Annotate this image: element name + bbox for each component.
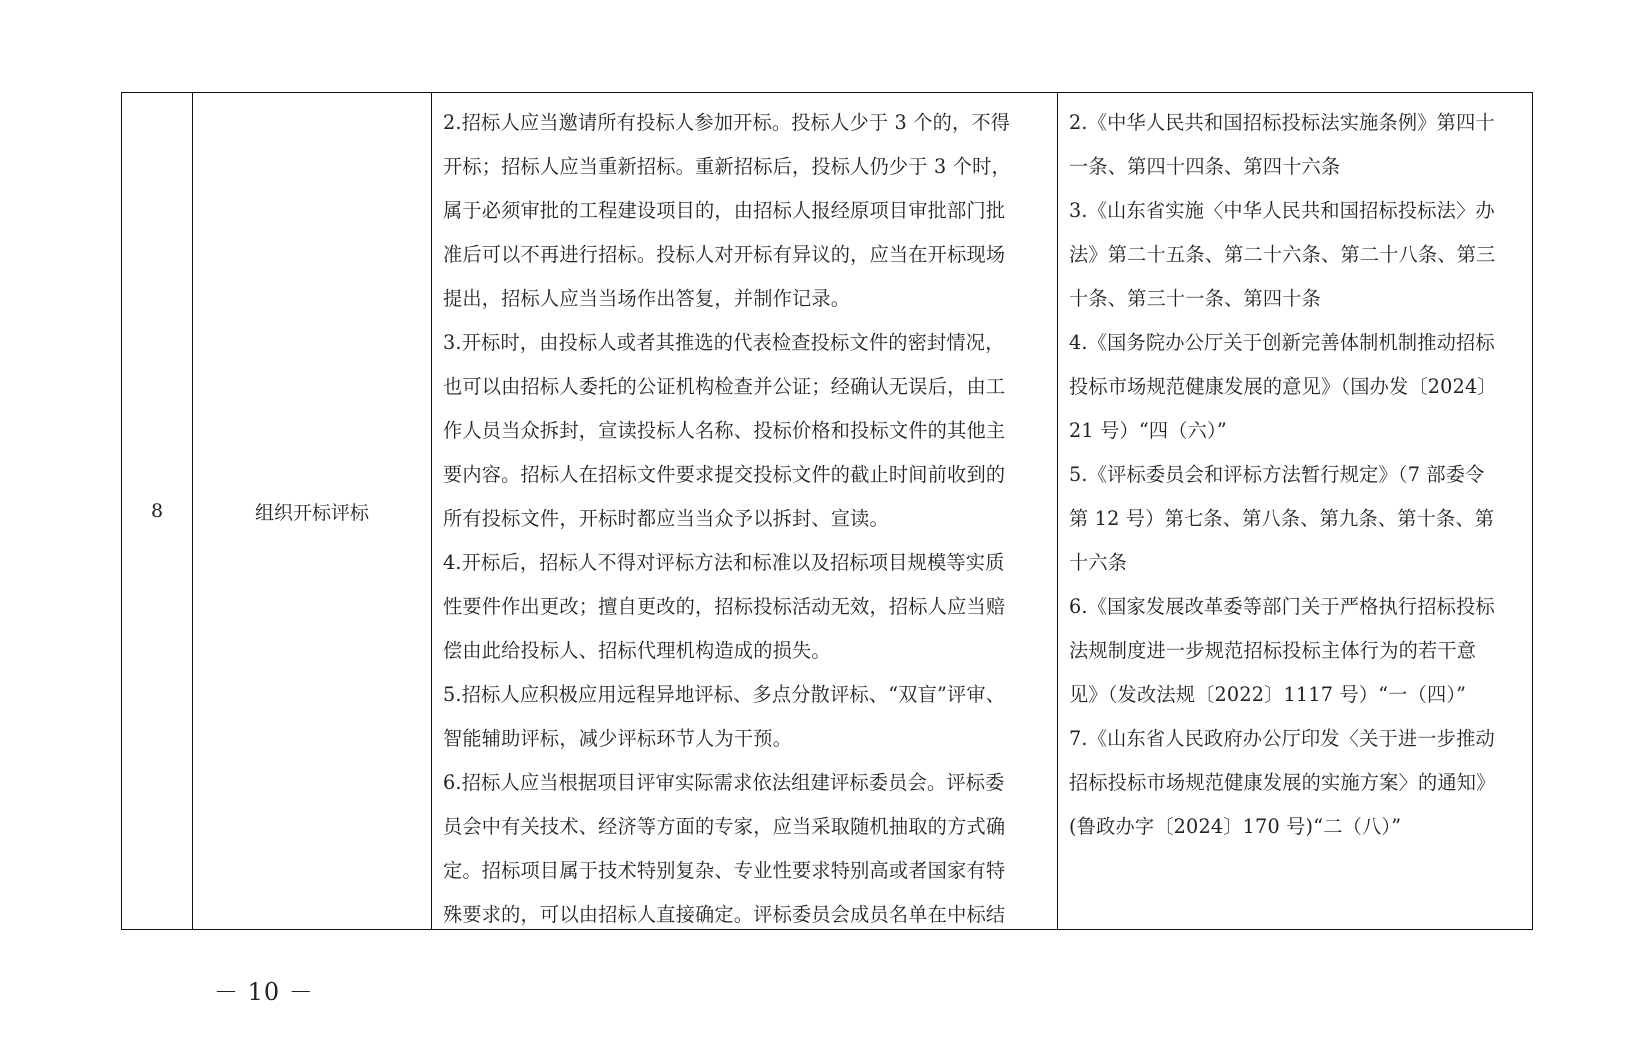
basis-line: 3.《山东省实施〈中华人民共和国招标投标法〉办 (1069, 199, 1495, 222)
basis-line: (鲁政办字〔2024〕170 号)“二（八）” (1069, 815, 1402, 838)
basis-line: 第 12 号）第七条、第八条、第九条、第十条、第 (1069, 507, 1495, 530)
basis-cell (1058, 93, 1532, 929)
basis-line: 7.《山东省人民政府办公厅印发〈关于进一步推动 (1069, 727, 1495, 750)
basis-text (1069, 101, 1526, 849)
requirement-line: 作人员当众拆封，宣读投标人名称、投标价格和投标文件的其他主 (443, 419, 1006, 442)
row-title: 组织开标评标 (254, 501, 369, 524)
requirement-line: 也可以由招标人委托的公证机构检查并公证；经确认无误后，由工 (443, 375, 1006, 398)
requirements-text (443, 101, 1051, 937)
basis-line: 6.《国家发展改革委等部门关于严格执行招标投标 (1069, 595, 1495, 618)
requirement-line: 准后可以不再进行招标。投标人对开标有异议的，应当在开标现场 (443, 243, 1006, 266)
basis-line: 法规制度进一步规范招标投标主体行为的若干意 (1069, 639, 1477, 662)
requirement-line: 性要件作出更改；擅自更改的，招标投标活动无效，招标人应当赔 (443, 595, 1006, 618)
basis-line: 4.《国务院办公厅关于创新完善体制机制推动招标 (1069, 331, 1495, 354)
requirement-line: 属于必须审批的工程建设项目的，由招标人报经原项目审批部门批 (443, 199, 1006, 222)
requirement-line: 6.招标人应当根据项目评审实际需求依法组建评标委员会。评标委 (443, 771, 1005, 794)
requirement-line: 定。招标项目属于技术特别复杂、专业性要求特别高或者国家有特 (443, 859, 1006, 882)
requirement-line: 要内容。招标人在招标文件要求提交投标文件的截止时间前收到的 (443, 463, 1006, 486)
requirement-line: 员会中有关技术、经济等方面的专家，应当采取随机抽取的方式确 (443, 815, 1006, 838)
row-number: 8 (150, 500, 164, 522)
basis-line: 2.《中华人民共和国招标投标法实施条例》第四十 (1069, 111, 1495, 134)
basis-line: 一条、第四十四条、第四十六条 (1069, 155, 1341, 178)
title-cell (193, 93, 432, 929)
basis-line: 法》第二十五条、第二十六条、第二十八条、第三 (1069, 243, 1496, 266)
basis-line: 见》（发改法规〔2022〕1117 号）“一（四）” (1069, 683, 1467, 706)
requirement-line: 开标；招标人应当重新招标。重新招标后，投标人仍少于 3 个时， (443, 155, 1011, 178)
requirements-cell (432, 93, 1058, 929)
requirement-line: 智能辅助评标，减少评标环节人为干预。 (443, 727, 792, 750)
requirement-line: 4.开标后，招标人不得对评标方法和标准以及招标项目规模等实质 (443, 551, 1005, 574)
basis-line: 投标市场规范健康发展的意见》（国办发〔2024〕 (1069, 375, 1497, 398)
requirement-line: 5.招标人应积极应用远程异地评标、多点分散评标、“双盲”评审、 (443, 683, 1006, 706)
requirement-line: 殊要求的，可以由招标人直接确定。评标委员会成员名单在中标结 (443, 903, 1006, 926)
requirement-line: 所有投标文件，开标时都应当当众予以拆封、宣读。 (443, 507, 889, 530)
basis-line: 十六条 (1069, 551, 1128, 574)
requirement-line: 偿由此给投标人、招标代理机构造成的损失。 (443, 639, 831, 662)
requirement-line: 2.招标人应当邀请所有投标人参加开标。投标人少于 3 个的，不得 (443, 111, 1011, 134)
basis-line: 21 号）“四（六）” (1069, 419, 1227, 442)
basis-line: 十条、第三十一条、第四十条 (1069, 287, 1322, 310)
basis-line: 5.《评标委员会和评标方法暂行规定》（7 部委令 (1069, 463, 1485, 486)
requirement-line: 提出，招标人应当当场作出答复，并制作记录。 (443, 287, 851, 310)
requirement-line: 3.开标时，由投标人或者其推选的代表检查投标文件的密封情况， (443, 331, 1005, 354)
page-number: － 10 － (214, 978, 314, 1006)
document-table (121, 92, 1533, 930)
basis-line: 招标投标市场规范健康发展的实施方案〉的通知》 (1069, 771, 1496, 794)
number-cell (122, 93, 193, 929)
